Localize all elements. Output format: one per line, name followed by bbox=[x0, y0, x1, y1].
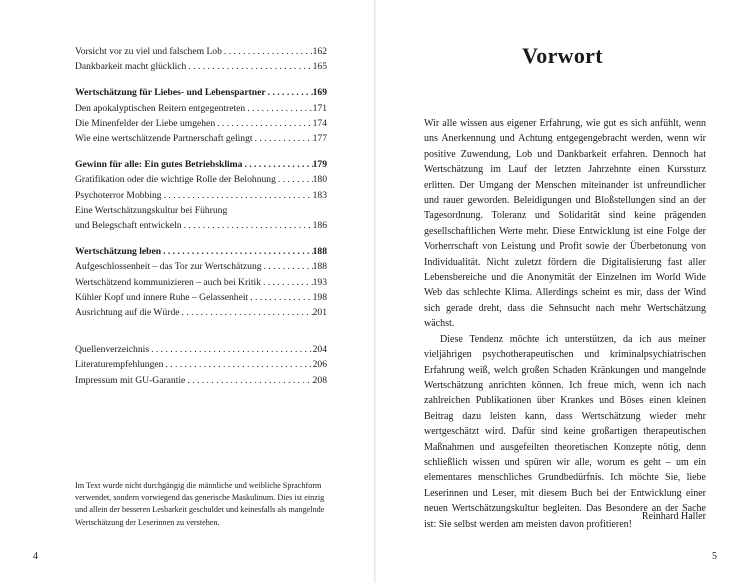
toc-leader-dots bbox=[222, 44, 313, 59]
page-number: 5 bbox=[712, 551, 717, 562]
toc-leader-dots bbox=[162, 188, 313, 203]
toc-leader-dots bbox=[242, 157, 312, 172]
toc-entry[interactable] bbox=[75, 259, 327, 274]
toc-entry-title: Psychoterror Mobbing bbox=[75, 189, 162, 201]
toc-entry-title: Ausrichtung auf die Würde bbox=[75, 307, 180, 319]
toc-entry-title: und Belegschaft entwickeln bbox=[75, 220, 182, 232]
toc-leader-dots bbox=[261, 275, 313, 290]
toc-leader-dots bbox=[182, 218, 313, 233]
toc-entry-page: 201 bbox=[312, 307, 327, 319]
toc-section-title: Wertschätzung leben bbox=[75, 246, 162, 258]
toc-entry[interactable] bbox=[75, 290, 327, 305]
toc-entry-page: 193 bbox=[312, 276, 327, 288]
toc-entry-title: Kühler Kopf und innere Ruhe – Gelassenheit bbox=[75, 291, 249, 303]
foreword-body bbox=[424, 116, 706, 532]
table-of-contents bbox=[75, 44, 327, 388]
gender-language-footnote: Im Text wurde nicht durchgängig die männliche und weibliche Sprachform verwendet, sondern vorwiegend das generische Maskulinum. Dies ist einzig und allein der besseren Lesbarkeit geschuldet und keinesfalls als mangelnde Wertschätzung der Leserinnen zu verstehen. bbox=[75, 481, 325, 527]
toc-leader-dots bbox=[185, 373, 312, 388]
toc-entry-title: Dankbarkeit macht glücklich bbox=[75, 61, 187, 73]
toc-leader-dots bbox=[248, 290, 312, 305]
toc-entry-page: 198 bbox=[312, 291, 327, 303]
toc-entry-page: 208 bbox=[312, 374, 327, 386]
page-number: 4 bbox=[33, 551, 38, 562]
toc-entry[interactable] bbox=[75, 59, 327, 74]
toc-entry-title: Eine Wertschätzungskultur bei Führung bbox=[75, 204, 228, 216]
toc-entry[interactable] bbox=[75, 305, 327, 320]
toc-leader-dots bbox=[149, 342, 313, 357]
toc-entry-page: 165 bbox=[312, 61, 327, 73]
toc-section-page: 179 bbox=[312, 159, 327, 171]
toc-entry-page: 186 bbox=[312, 220, 327, 232]
toc-entry-title: Die Minenfelder der Liebe umgehen bbox=[75, 117, 216, 129]
toc-section-heading[interactable] bbox=[75, 244, 327, 259]
toc-entry-title: Gratifikation oder die wichtige Rolle der Belohnung bbox=[75, 174, 276, 186]
toc-entry-title: Literaturempfehlungen bbox=[75, 359, 164, 371]
toc-entry[interactable] bbox=[75, 44, 327, 59]
foreword-paragraph: Wir alle wissen aus eigener Erfahrung, wie gut es sich anfühlt, wenn uns Anerkennung und Achtung entgegengebracht werden, wenn wir positive Zuwendung, Lob und Dankbarkeit erfahren. Dennoch hat Wertschätzung im Lauf der letzten Jahrzehnte einen Kurssturz erlitten. Der Umgang der Menschen miteinander ist unfreundlicher und rauer geworden. Beleidigungen und Bloßstellungen sind an der Tagesordnung. Toleranz und Solidarität sind keine prägenden gesellschaftlichen Werte mehr. Diese Entwicklung ist eine Folge der Vorherrschaft von Leistung und Profit sowie der Überbetonung von Individualität. Nicht zuletzt fördern die Digitalisierung fast aller Lebensbereiche und die Anonymität der Einzelnen im World Wide Web das schlechte Klima. Allerdings scheint es mir, dass der Wind sich gerade dreht, dass die Sehnsucht nach mehr Wertschätzung wächst. bbox=[424, 118, 706, 330]
toc-leader-dots bbox=[186, 59, 312, 74]
toc-appendix-entry[interactable] bbox=[75, 342, 327, 357]
toc-entry[interactable] bbox=[75, 172, 327, 187]
toc-leader-dots bbox=[266, 85, 313, 100]
toc-entry[interactable] bbox=[75, 131, 327, 146]
toc-entry[interactable] bbox=[75, 101, 327, 116]
toc-section-page: 188 bbox=[312, 246, 327, 258]
toc-entry[interactable] bbox=[75, 188, 327, 203]
toc-leader-dots bbox=[163, 357, 312, 372]
toc-entry-page: 180 bbox=[312, 174, 327, 186]
toc-entry-title: Impressum mit GU-Garantie bbox=[75, 374, 186, 386]
toc-section-heading[interactable] bbox=[75, 85, 327, 100]
toc-section-title: Wertschätzung für Liebes- und Lebenspartner bbox=[75, 87, 266, 99]
toc-entry-title: Vorsicht vor zu viel und falschem Lob bbox=[75, 46, 222, 57]
toc-appendix-entry[interactable] bbox=[75, 357, 327, 372]
toc-entry-title: Quellenverzeichnis bbox=[75, 344, 150, 356]
toc-entry-page: 177 bbox=[312, 133, 327, 145]
toc-entry-page: 162 bbox=[312, 46, 327, 57]
toc-section-page: 169 bbox=[312, 87, 327, 99]
toc-leader-dots bbox=[262, 259, 313, 274]
toc-entry-page: 204 bbox=[312, 344, 327, 356]
toc-entry-title: Den apokalyptischen Reitern entgegentreten bbox=[75, 102, 246, 114]
toc-entry-page: 188 bbox=[312, 261, 327, 273]
toc-entry[interactable] bbox=[75, 116, 327, 131]
toc-appendix-entry[interactable] bbox=[75, 373, 327, 388]
author-signature: Reinhard Haller bbox=[641, 511, 706, 522]
toc-entry-line1[interactable] bbox=[75, 203, 327, 218]
toc-entry-line2[interactable] bbox=[75, 218, 327, 233]
foreword-paragraph: Diese Tendenz möchte ich unterstützen, da ich aus meiner vieljährigen psychotherapeutischen und kriminalpsychiatrischen Erfahrung weiß, welch großen Schaden Kränkungen und mangelnde Wertschätzung anrichten können. Ich freue mich, wenn ich nach zahlreichen Publikationen über Krankes und Böses einen kleinen Beitrag dazu leisten kann, dass Wertschätzung wieder mehr wertgeschätzt wird. Dafür sind keine großartigen therapeutischen Maßnahmen und ausgefeilten theoretischen Konzepte nötig, denn schließlich wissen und spüren wir alle, worum es geht – um ein elementares menschliches Grundbedürfnis. Ich möchte Sie, liebe Leserinnen und Leser, mit diesem Buch bei der Entwicklung einer neuen Wertschätzungskultur begleiten. Das Besondere an der Sache ist: Sie selbst werden am meisten davon profitieren! bbox=[424, 333, 706, 530]
toc-entry-title: Aufgeschlossenheit – das Tor zur Wertschätzung bbox=[75, 261, 262, 273]
chapter-title: Vorwort bbox=[522, 43, 603, 68]
toc-entry-page: 171 bbox=[312, 102, 327, 114]
toc-entry-title: Wie eine wertschätzende Partnerschaft gelingt bbox=[75, 133, 253, 145]
toc-leader-dots bbox=[215, 116, 312, 131]
toc-leader-dots bbox=[253, 131, 313, 146]
toc-section-heading[interactable] bbox=[75, 157, 327, 172]
toc-entry-page: 206 bbox=[312, 359, 327, 371]
toc-entry[interactable] bbox=[75, 275, 327, 290]
toc-entry-page: 174 bbox=[312, 117, 327, 129]
toc-leader-dots bbox=[245, 101, 312, 116]
toc-leader-dots bbox=[161, 244, 313, 259]
toc-entry-title: Wertschätzend kommunizieren – auch bei Kritik bbox=[75, 276, 261, 288]
toc-section-title: Gewinn für alle: Ein gutes Betriebsklima bbox=[75, 159, 243, 171]
toc-leader-dots bbox=[180, 305, 313, 320]
right-page bbox=[375, 0, 750, 583]
toc-entry-page: 183 bbox=[312, 189, 327, 201]
toc-leader-dots bbox=[276, 172, 313, 187]
